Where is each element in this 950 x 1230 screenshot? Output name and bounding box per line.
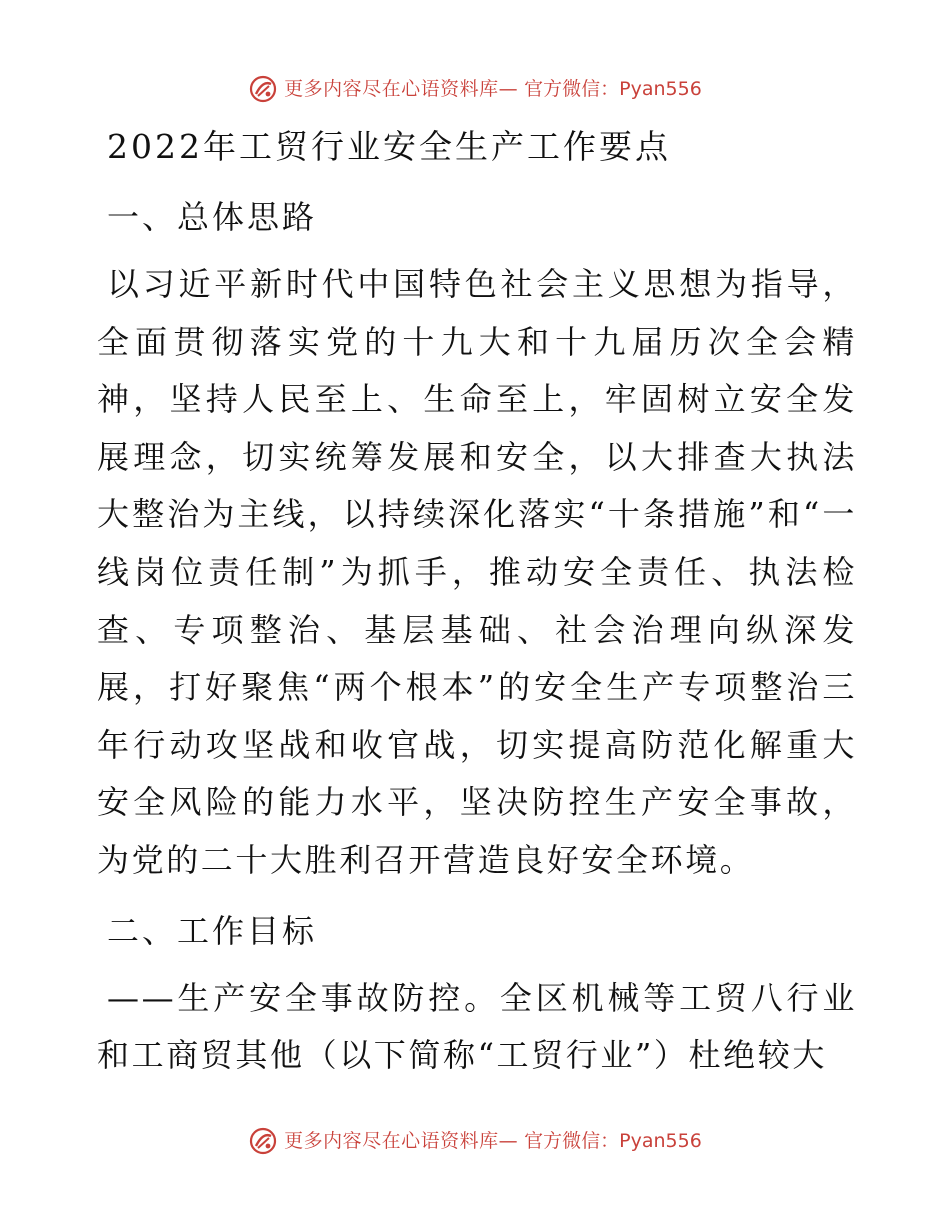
watermark-text: 更多内容尽在心语资料库— (284, 78, 519, 100)
section-paragraph-overall-approach: 以习近平新时代中国特色社会主义思想为指导，全面贯彻落实党的十九大和十九届历次全会精神，坚持人民至上、生命至上，牢固树立安全发展理念，切实统筹发展和安全，以大排查大执法大整治为主线，以持续深化落实“十条措施”和“一线岗位责任制”为抓手，推动安全责任、执法检查、专项整治、基层基础、社会治理向纵深发展，打好聚焦“两个根本”的安全生产专项整治三年行动攻坚战和收官战，切实提高防范化解重大安全风险的能力水平，坚决防控生产安全事故，为党的二十大胜利召开营造良好安全环境。 (97, 265, 857, 879)
watermark-header (0, 74, 950, 104)
seal-logo-icon (248, 1126, 278, 1156)
seal-logo-icon (248, 74, 278, 104)
watermark-wechat: 官方微信：Pyan556 (524, 78, 702, 100)
section-heading-work-goals: 二、工作目标 (107, 911, 318, 950)
watermark-wechat: 官方微信：Pyan556 (524, 1130, 702, 1152)
watermark-text: 更多内容尽在心语资料库— (284, 1130, 519, 1152)
document-body (97, 118, 857, 1085)
section-paragraph-work-goals: ——生产安全事故防控。全区机械等工贸八行业和工商贸其他（以下简称“工贸行业”）杜绝较大 (97, 978, 857, 1075)
section-heading-overall-approach: 一、总体思路 (107, 198, 318, 236)
watermark-footer (0, 1126, 950, 1156)
document-title: 2022年工贸行业安全生产工作要点 (107, 127, 671, 166)
